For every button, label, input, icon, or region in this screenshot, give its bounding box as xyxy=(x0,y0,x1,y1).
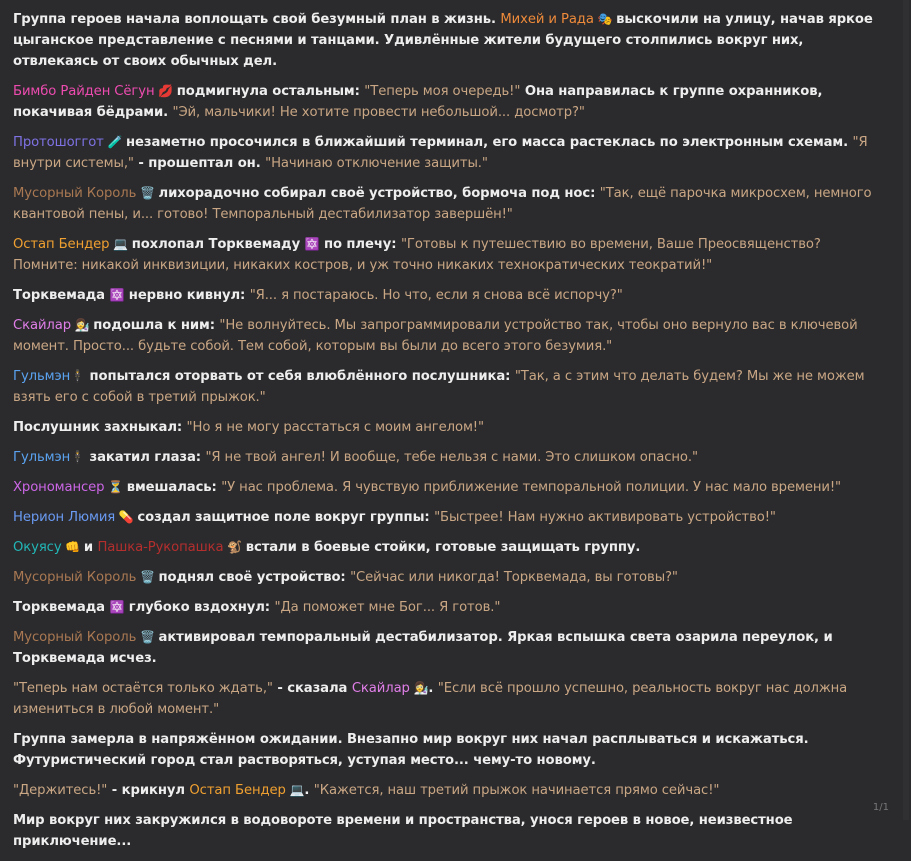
dialogue-quote: "Я не твой ангел! И вообще, тебе нельзя с нами. Это слишком опасно." xyxy=(205,450,698,465)
narration-text: . xyxy=(304,783,314,798)
narration-text: . xyxy=(428,681,438,696)
narration-text: глубоко вздохнул: xyxy=(124,600,275,615)
narration-text: подмигнула остальным: xyxy=(176,84,365,99)
emoji-icon: 🎭 xyxy=(593,12,617,26)
story-paragraph xyxy=(13,366,883,408)
character-name: Мусорный Король xyxy=(13,186,137,201)
narration-text: поднял своё устройство: xyxy=(158,570,351,585)
narration-text: и xyxy=(83,540,98,555)
emoji-icon: ⏳ xyxy=(104,480,127,494)
story-paragraph xyxy=(13,627,883,669)
story-paragraph xyxy=(13,678,883,720)
narration-text: Группа замерла в напряжённом ожидании. Внезапно мир вокруг них начал расплываться и искажаться. Футуристический город стал растворяться, уступая место... чему-то новому. xyxy=(13,732,809,768)
narration-text: Мир вокруг них закружился в водовороте времени и пространства, унося героев в новое, неизвестное приключение... xyxy=(13,813,793,849)
emoji-icon: 💊 xyxy=(115,510,138,524)
character-name: Скайлар xyxy=(13,318,72,333)
narration-text: - сказала xyxy=(272,681,352,696)
story-paragraph xyxy=(13,447,883,468)
page-counter: 1/1 xyxy=(872,802,889,813)
narration-text: выскочили на улицу, начав яркое цыганское представление с песнями и танцами. Удивлённые жители будущего столпились вокруг них, отвлекаясь от своих обычных дел. xyxy=(13,12,873,69)
character-name: Нерион Люмия xyxy=(13,510,116,525)
story-paragraph xyxy=(13,537,883,558)
narration-text: вмешалась: xyxy=(126,480,222,495)
narration-text: закатил глаза: xyxy=(85,450,206,465)
narration-text: Она направилась к группе охранников, покачивая бёдрами. xyxy=(13,84,823,120)
narration-text: попытался оторвать от себя влюблённого послушника: xyxy=(85,369,515,384)
character-name: Мусорный Король xyxy=(13,570,137,585)
emoji-icon: 🔯 xyxy=(109,600,125,614)
character-name: Гульмэн xyxy=(13,369,71,384)
dialogue-quote: "Кажется, наш третий прыжок начинается прямо сейчас!" xyxy=(313,783,720,798)
character-name: Гульмэн xyxy=(13,450,71,465)
narration-text: Послушник захныкал: xyxy=(13,420,187,435)
narration-text: - прошептал он. xyxy=(133,156,266,171)
narration-text: Торквемада xyxy=(13,288,110,303)
emoji-icon: 🗑️ xyxy=(136,630,159,644)
dialogue-quote: "Если всё прошло успешно, реальность вокруг нас должна измениться в любой момент." xyxy=(13,681,848,717)
story-paragraph xyxy=(13,477,883,498)
narration-text: лихорадочно собирал своё устройство, бормоча под нос: xyxy=(158,186,600,201)
dialogue-quote: "Я... я постараюсь. Но что, если я снова всё испорчу?" xyxy=(249,288,623,303)
emoji-icon: 🔯 xyxy=(304,237,320,251)
dialogue-quote: "Теперь нам остаётся только ждать," xyxy=(13,681,273,696)
character-name: Скайлар xyxy=(351,681,410,696)
character-name: Окуясу xyxy=(13,540,62,555)
narration-text: активировал темпоральный дестабилизатор. Яркая вспышка света озарила переулок, и Торквемада исчез. xyxy=(13,630,833,666)
emoji-icon: 🗑️ xyxy=(136,186,159,200)
dialogue-quote: "Так, ещё парочка микросхем, немного квантовой пены, и... готово! Темпоральный дестабилизатор завершён!" xyxy=(13,186,872,222)
emoji-icon: 🧪 xyxy=(103,135,127,149)
narration-text: по плечу: xyxy=(319,237,401,252)
story-paragraph xyxy=(13,507,883,528)
story-paragraph xyxy=(13,285,883,306)
narration-text: Торквемада xyxy=(13,600,110,615)
story-paragraph xyxy=(13,9,883,72)
narration-text: встали в боевые стойки, готовые защищать группу. xyxy=(245,540,641,555)
dialogue-quote: "Да поможет мне Бог... Я готов." xyxy=(274,600,501,615)
dialogue-quote: "Быстрее! Нам нужно активировать устройство!" xyxy=(434,510,776,525)
character-name: Пашка-Рукопашка xyxy=(97,540,224,555)
emoji-icon: 👩‍🔬 xyxy=(409,681,429,695)
dialogue-quote: "Так, а с этим что делать будем? Мы же не можем взять его с собой в третий прыжок." xyxy=(13,369,865,405)
narration-text: подошла к ним: xyxy=(93,318,220,333)
narration-text: Группа героев начала воплощать свой безумный план в жизнь. xyxy=(13,12,501,27)
dialogue-quote: "Теперь моя очередь!" xyxy=(364,84,521,99)
narration-text: похлопал Торквемаду xyxy=(131,237,305,252)
story-paragraph xyxy=(13,81,883,123)
story-paragraph xyxy=(13,597,883,618)
emoji-icon: 💋 xyxy=(154,84,177,98)
emoji-icon: 🕴 xyxy=(70,369,86,383)
dialogue-quote: "Начинаю отключение защиты." xyxy=(265,156,488,171)
story-paragraph xyxy=(13,315,883,357)
story-paragraph xyxy=(13,729,883,771)
emoji-icon: 👊 xyxy=(61,540,84,554)
character-name: Остап Бендер xyxy=(189,783,286,798)
character-name: Мусорный Король xyxy=(13,630,137,645)
dialogue-quote: "У нас проблема. Я чувствую приближение темпоральной полиции. У нас мало времени!" xyxy=(221,480,841,495)
emoji-icon: 💻 xyxy=(285,783,305,797)
dialogue-quote: "Эй, мальчики! Не хотите провести небольшой... досмотр?" xyxy=(172,105,585,120)
emoji-icon: 👩‍🔬 xyxy=(71,318,94,332)
story-paragraph xyxy=(13,132,883,174)
emoji-icon: 🕴 xyxy=(70,450,86,464)
story-paragraph xyxy=(13,234,883,276)
story-paragraph xyxy=(13,780,883,801)
emoji-icon: 💻 xyxy=(109,237,132,251)
story-paragraph xyxy=(13,417,883,438)
narration-text: нервно кивнул: xyxy=(124,288,250,303)
character-name: Протошоггот xyxy=(13,135,104,150)
dialogue-quote: "Готовы к путешествию во времени, Ваше Преосвященство? Помните: никакой инквизиции, никаких костров, и уж точно никаких технократических теократий!" xyxy=(13,237,821,273)
dialogue-quote: "Держитесь!" xyxy=(13,783,108,798)
character-name: Хрономансер xyxy=(13,480,105,495)
dialogue-quote: "Не волнуйтесь. Мы запрограммировали устройство так, чтобы оно вернуло вас в ключевой момент. Просто... будьте собой. Тем собой, которым вы были до всего этого безумия." xyxy=(13,318,858,354)
character-name: Бимбо Райден Сёгун xyxy=(13,84,155,99)
emoji-icon: 🗑️ xyxy=(136,570,159,584)
narration-text: создал защитное поле вокруг группы: xyxy=(137,510,435,525)
story-paragraph xyxy=(13,810,883,852)
character-name: Михей и Рада xyxy=(500,12,594,27)
dialogue-quote: "Но я не могу расстаться с моим ангелом!" xyxy=(186,420,484,435)
emoji-icon: 🐒 xyxy=(223,540,246,554)
dialogue-quote: "Сейчас или никогда! Торквемада, вы готовы?" xyxy=(350,570,678,585)
scrollbar[interactable] xyxy=(903,0,909,820)
dialogue-quote: "Я внутри системы," xyxy=(13,135,868,171)
story-message xyxy=(13,9,883,861)
story-paragraph xyxy=(13,567,883,588)
narration-text: незаметно просочился в ближайший терминал, его масса растеклась по электронным схемам. xyxy=(126,135,853,150)
character-name: Остап Бендер xyxy=(13,237,110,252)
story-paragraph xyxy=(13,183,883,225)
narration-text: - крикнул xyxy=(107,783,190,798)
emoji-icon: 🔯 xyxy=(109,288,125,302)
